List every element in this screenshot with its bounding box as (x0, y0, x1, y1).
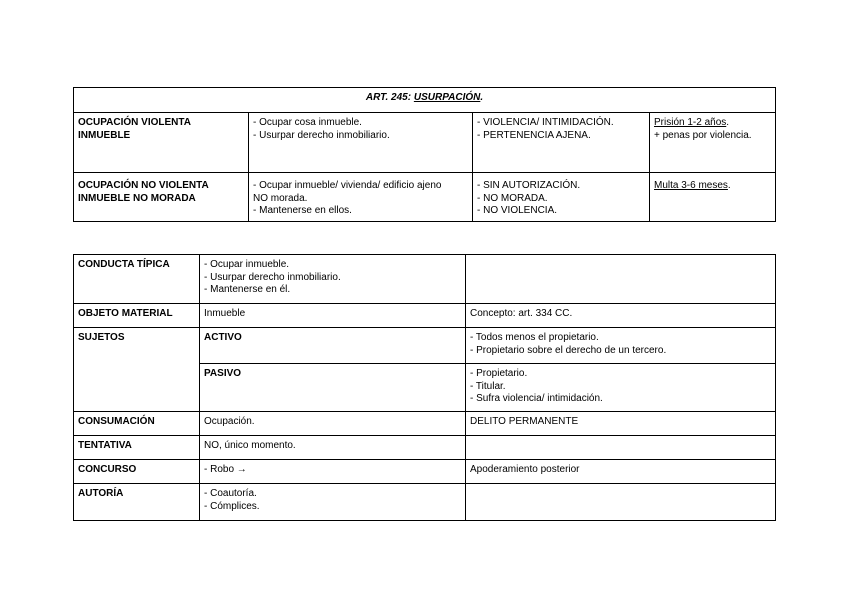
table-row (74, 255, 776, 304)
row-value: Ocupación. (200, 412, 466, 436)
row-value: NO, único momento. (200, 436, 466, 460)
penalty-extra: + penas por violencia. (654, 129, 752, 141)
row-note: - Propietario. - Titular. - Sufra violencia/ intimidación. (466, 364, 776, 412)
penalty-text: Multa 3-6 meses (654, 180, 728, 191)
row-label: OCUPACIÓN NO VIOLENTA INMUEBLE NO MORADA (74, 173, 249, 222)
penalty-cell: Prisión 1-2 años. + penas por violencia. (650, 113, 776, 173)
row-label: OBJETO MATERIAL (74, 304, 200, 328)
table-row (74, 460, 776, 484)
row-note (466, 484, 776, 521)
table-row (74, 436, 776, 460)
article-number: ART. 245: (365, 92, 414, 103)
row-label: CONDUCTA TÍPICA (74, 255, 200, 304)
table-row (74, 484, 776, 521)
row-label: CONSUMACIÓN (74, 412, 200, 436)
table-row (74, 173, 776, 222)
table-row (74, 304, 776, 328)
usurpation-summary-table (73, 87, 776, 222)
conduct-cell: - Ocupar cosa inmueble. - Usurpar derecho inmobiliario. (249, 113, 473, 173)
row-note: DELITO PERMANENTE (466, 412, 776, 436)
row-label: SUJETOS (74, 328, 200, 412)
row-note: - Todos menos el propietario. - Propietario sobre el derecho de un tercero. (466, 328, 776, 364)
row-label: AUTORÍA (74, 484, 200, 521)
row-value: Inmueble (200, 304, 466, 328)
row-label: CONCURSO (74, 460, 200, 484)
row-value: - Robo → (200, 460, 466, 484)
table-row (74, 412, 776, 436)
subject-type-activo: ACTIVO (200, 328, 466, 364)
table-row (74, 113, 776, 173)
article-name: USURPACIÓN (413, 92, 481, 103)
elements-cell: - VIOLENCIA/ INTIMIDACIÓN. - PERTENENCIA AJENA. (473, 113, 650, 173)
row-note: Apoderamiento posterior (466, 460, 776, 484)
row-value: - Ocupar inmueble. - Usurpar derecho inmobiliario. - Mantenerse en él. (200, 255, 466, 304)
table-row (74, 328, 776, 364)
offense-elements-table (73, 254, 776, 521)
subject-type-pasivo: PASIVO (200, 364, 466, 412)
conduct-cell: - Ocupar inmueble/ vivienda/ edificio ajeno NO morada. - Mantenerse en ellos. (249, 173, 473, 222)
penalty-text: Prisión 1-2 años (654, 117, 727, 128)
table-title: ART. 245: USURPACIÓN. (74, 88, 776, 113)
row-note: Concepto: art. 334 CC. (466, 304, 776, 328)
row-label: TENTATIVA (74, 436, 200, 460)
row-note (466, 436, 776, 460)
elements-cell: - SIN AUTORIZACIÓN. - NO MORADA. - NO VIOLENCIA. (473, 173, 650, 222)
row-note (466, 255, 776, 304)
penalty-cell: Multa 3-6 meses. (650, 173, 776, 222)
row-label: OCUPACIÓN VIOLENTA INMUEBLE (74, 113, 249, 173)
row-value: - Coautoría. - Cómplices. (200, 484, 466, 521)
